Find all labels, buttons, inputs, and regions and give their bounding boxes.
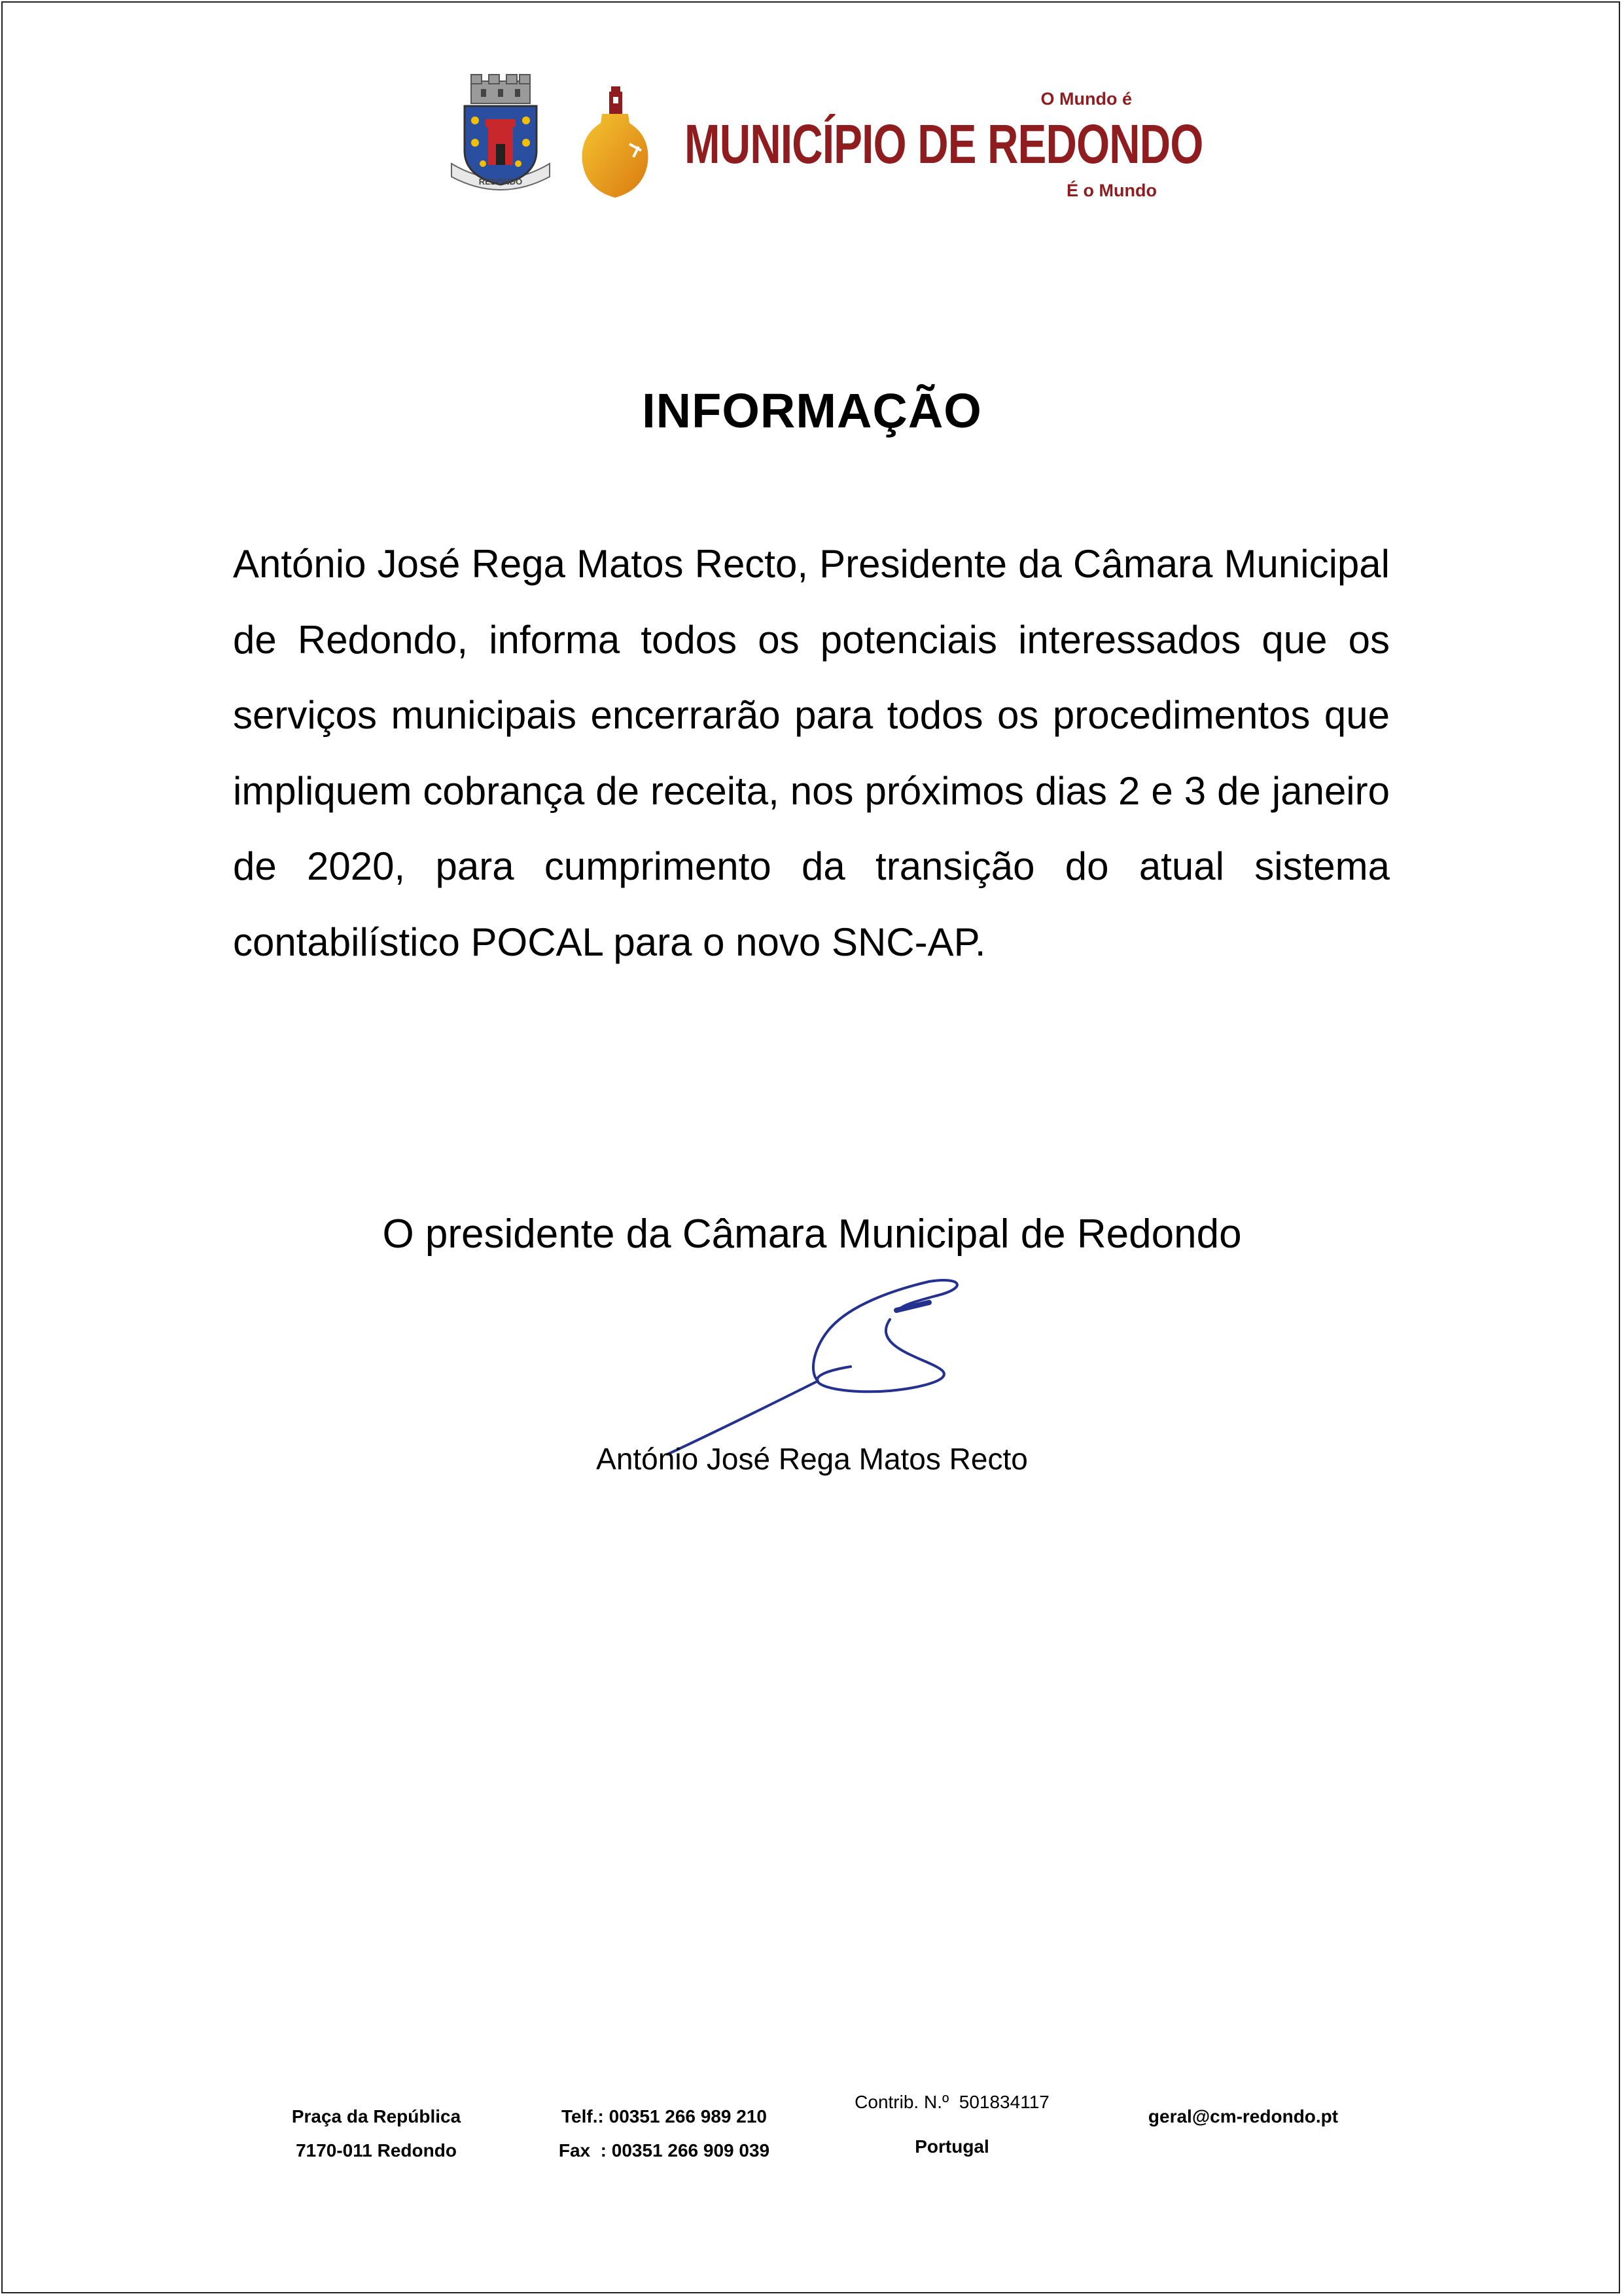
country: Portugal [915,2136,989,2157]
footer-address [268,2100,484,2168]
address-line-2: 7170-011 Redondo [296,2140,457,2161]
clay-jar-logo [573,85,652,200]
svg-text:REDONDO: REDONDO [478,177,523,187]
brand-title: MUNICÍPIO DE REDONDO [684,113,1203,175]
document-body: António José Rega Matos Recto, Presidente da Câmara Municipal de Redondo, informa todos os potenciais interessados que os serviços municipais encerrarão para todos os procedimentos que impliquem cobrança de receita, nos próximos dias 2 e 3 de janeiro de 2020, para cumprimento da transição do atual sistema contabilístico POCAL para o novo SNC-AP. [233,542,1390,964]
coat-of-arms-logo [445,72,556,196]
brand-tagline-top: O Mundo é [1040,89,1132,109]
municipality-brand [680,84,1203,202]
email-address: geral@cm-redondo.pt [1148,2106,1339,2126]
footer-tax [831,2089,1073,2164]
tax-id: Contrib. N.º 501834117 [855,2092,1050,2112]
closing-line: O presidente da Câmara Municipal de Redondo [382,1211,1242,1257]
handwritten-signature [654,1276,995,1460]
letterhead [0,72,1624,203]
brand-tagline-bottom: É o Mundo [1067,181,1157,200]
address-line-1: Praça da República [291,2106,461,2126]
phone-number: Telf.: 00351 266 989 210 [561,2106,767,2126]
footer-email [1112,2100,1374,2134]
page-border [1,1,1620,2293]
document-title: INFORMAÇÃO [642,384,982,438]
fax-number: Fax : 00351 266 909 039 [558,2140,770,2161]
footer-contacts [537,2100,792,2168]
signer-name: António José Rega Matos Recto [596,1442,1028,1476]
